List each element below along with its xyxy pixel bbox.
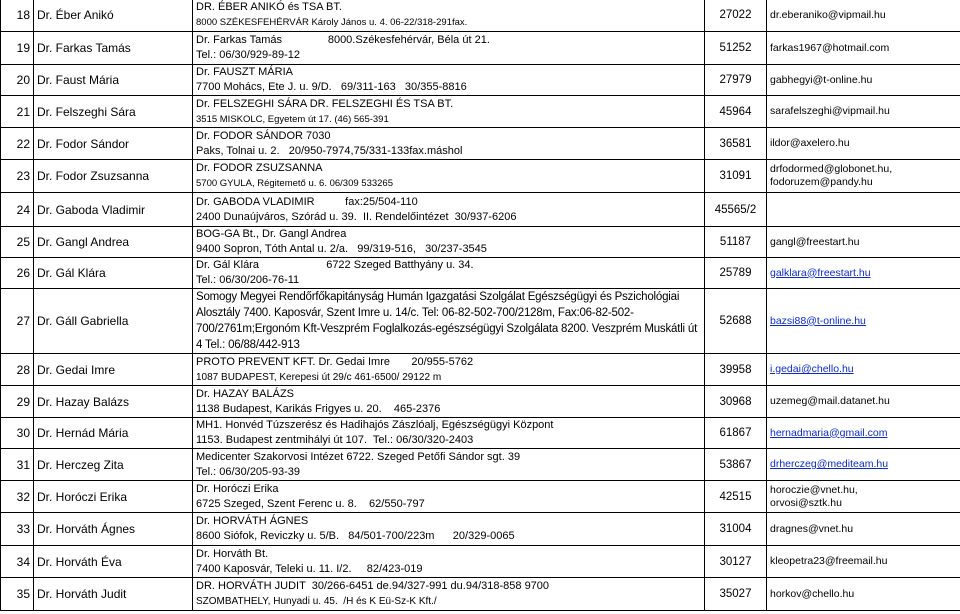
person-name: Dr. Éber Anikó bbox=[34, 0, 193, 32]
email-text: uzemeg@mail.datanet.hu bbox=[770, 395, 890, 407]
table-row bbox=[1, 32, 960, 65]
table-row bbox=[1, 96, 960, 128]
address-cell bbox=[193, 354, 705, 386]
person-name: Dr. Farkas Tamás bbox=[34, 32, 193, 65]
address-line: 9400 Sopron, Tóth Antal u. 2/a. 99/319-516, 30/237-3545 bbox=[196, 243, 487, 255]
email-link[interactable]: drherczeg@mediteam.hu bbox=[770, 458, 889, 470]
row-number: 29 bbox=[1, 386, 34, 418]
address-cell bbox=[193, 481, 705, 513]
table-row bbox=[1, 258, 960, 289]
email-link[interactable]: i.gedai@chello.hu bbox=[770, 363, 854, 375]
table-row bbox=[1, 65, 960, 96]
address-line: 1153. Budapest zentmihályi út 107. Tel.: 06/30/320-2403 bbox=[196, 434, 474, 446]
email-cell bbox=[767, 193, 960, 227]
email-cell bbox=[767, 354, 960, 386]
code-cell: 27979 bbox=[705, 65, 767, 96]
table-row bbox=[1, 546, 960, 578]
code-cell: 51187 bbox=[705, 227, 767, 258]
address-line: DR. ÉBER ANIKÓ és TSA BT. bbox=[196, 1, 342, 13]
email-text: drfodormed@globonet.hu, bbox=[770, 163, 893, 175]
address-line: Dr. Horóczi Erika bbox=[196, 482, 279, 495]
person-name: Dr. Gál Klára bbox=[34, 258, 193, 289]
address-line: DR. HORVÁTH JUDIT 30/266-6451 de.94/327-991 du.94/318-858 9700 bbox=[196, 580, 550, 592]
code-cell: 39958 bbox=[705, 354, 767, 386]
address-line: 1138 Budapest, Karikás Frigyes u. 20. 465-2376 bbox=[196, 402, 441, 415]
address-cell bbox=[193, 546, 705, 578]
address-line: SZOMBATHELY, Hunyadi u. 45. /H és K Eü-Sz-K Kft./ bbox=[196, 596, 437, 607]
row-number: 32 bbox=[1, 481, 34, 513]
code-cell: 30127 bbox=[705, 546, 767, 578]
table-row bbox=[1, 160, 960, 193]
code-cell: 53867 bbox=[705, 449, 767, 481]
row-number: 24 bbox=[1, 193, 34, 227]
row-number: 25 bbox=[1, 227, 34, 258]
address-cell bbox=[193, 418, 705, 449]
code-cell: 25789 bbox=[705, 258, 767, 289]
person-name: Dr. Hazay Balázs bbox=[34, 386, 193, 418]
address-cell bbox=[193, 65, 705, 96]
person-name: Dr. Horváth Ágnes bbox=[34, 513, 193, 546]
address-cell bbox=[193, 193, 705, 227]
address-line: Paks, Tolnai u. 2. 20/950-7974,75/331-133fax.máshol bbox=[196, 144, 463, 157]
email-text: kleopetra23@freemail.hu bbox=[770, 555, 888, 567]
row-number: 21 bbox=[1, 96, 34, 128]
code-cell: 31091 bbox=[705, 160, 767, 193]
person-name: Dr. Herczeg Zita bbox=[34, 449, 193, 481]
email-text: horkov@chello.hu bbox=[770, 587, 855, 600]
email-text: horoczie@vnet.hu, bbox=[770, 483, 858, 496]
address-cell bbox=[193, 578, 705, 611]
address-cell bbox=[193, 32, 705, 65]
row-number: 35 bbox=[1, 578, 34, 611]
postal-code: 7030 bbox=[306, 129, 331, 142]
address-line: 8000 SZÉKESFEHÉRVÁR Károly János u. 4. 06-22/318-291fax. bbox=[196, 17, 468, 28]
table-row bbox=[1, 289, 960, 354]
email-cell bbox=[767, 386, 960, 418]
email-cell bbox=[767, 578, 960, 611]
email-cell bbox=[767, 65, 960, 96]
row-number: 22 bbox=[1, 128, 34, 160]
address-cell bbox=[193, 386, 705, 418]
table-row bbox=[1, 128, 960, 160]
address-cell bbox=[193, 449, 705, 481]
code-cell: 30968 bbox=[705, 386, 767, 418]
person-name: Dr. Hernád Mária bbox=[34, 418, 193, 449]
table-row bbox=[1, 418, 960, 449]
address-cell bbox=[193, 160, 705, 193]
email-link[interactable]: hernadmaria@gmail.com bbox=[770, 426, 888, 439]
person-name: Dr. Gáll Gabriella bbox=[34, 289, 193, 354]
code-cell: 35027 bbox=[705, 578, 767, 611]
email-cell bbox=[767, 481, 960, 513]
person-name: Dr. Horóczi Erika bbox=[34, 481, 193, 513]
email-text: sarafelszeghi@vipmail.hu bbox=[770, 105, 890, 117]
code-cell: 31004 bbox=[705, 513, 767, 546]
row-number: 28 bbox=[1, 354, 34, 386]
code-cell: 61867 bbox=[705, 418, 767, 449]
email-cell bbox=[767, 546, 960, 578]
person-name: Dr. Fodor Zsuzsanna bbox=[34, 160, 193, 193]
address-line: Dr. HAZAY BALÁZS bbox=[196, 387, 295, 400]
address-cell bbox=[193, 289, 705, 354]
table-row bbox=[1, 513, 960, 546]
address-line: 2400 Dunaújváros, Szórád u. 39. II. Rendelőintézet 30/937-6206 bbox=[196, 210, 517, 223]
email-text: fodoruzem@pandy.hu bbox=[770, 176, 873, 188]
code-cell: 52688 bbox=[705, 289, 767, 354]
address-line: Dr. Gál Klára 6722 Szeged Batthyány u. 34. bbox=[196, 259, 474, 271]
table-row bbox=[1, 193, 960, 227]
email-text: orvosi@sztk.hu bbox=[770, 496, 842, 509]
address-line: 1087 BUDAPEST, Kerepesi út 29/c 461-6500/ 29122 m bbox=[196, 371, 442, 383]
table-row bbox=[1, 354, 960, 386]
address-line: Tel.: 06/30/929-89-12 bbox=[196, 49, 300, 61]
address-line: Somogy Megyei Rendőrfőkapitányság Humán Igazgatási Szolgálat Egészségügyi és Pszichológiai Alosztály 7400. Kaposvár, Szent Imre u. 14/c. Tel: 06-82-502-700/2128m, Fax:06-82-502-700/2761m;Ergonóm Kft-Veszprém Foglalkozás-egészségügyi Szolgálata 8200. Veszprém Muskátli út 4 Tel.: 06/88/442-913 bbox=[196, 291, 698, 351]
row-number: 33 bbox=[1, 513, 34, 546]
code-cell: 51252 bbox=[705, 32, 767, 65]
address-line: Dr. HORVÁTH ÁGNES bbox=[196, 515, 309, 527]
address-line: Dr. FODOR ZSUZSANNA bbox=[196, 162, 323, 174]
email-text: gabhegyi@t-online.hu bbox=[770, 73, 873, 86]
address-line: 3515 MISKOLC, Egyetem út 17. (46) 565-391 bbox=[196, 113, 389, 125]
email-cell bbox=[767, 449, 960, 481]
email-link[interactable]: galklara@freestart.hu bbox=[770, 266, 871, 279]
row-number: 31 bbox=[1, 449, 34, 481]
person-name: Dr. Gedai Imre bbox=[34, 354, 193, 386]
email-cell bbox=[767, 289, 960, 354]
table-row bbox=[1, 0, 960, 32]
address-line: Tel.: 06/30/206-76-11 bbox=[196, 274, 300, 286]
address-line: 8600 Siófok, Reviczky u. 5/B. 84/501-700/223m 20/329-0065 bbox=[196, 530, 515, 542]
address-line: Dr. FELSZEGHI SÁRA DR. FELSZEGHI ÉS TSA BT. bbox=[196, 97, 454, 110]
email-cell bbox=[767, 513, 960, 546]
address-line: 5700 GYULA, Régitemető u. 6. 06/309 533265 bbox=[196, 178, 393, 189]
row-number: 20 bbox=[1, 65, 34, 96]
email-cell bbox=[767, 96, 960, 128]
address-line: Medicenter Szakorvosi Intézet 6722. Szeged Petőfi Sándor sgt. 39 bbox=[196, 450, 521, 463]
address-cell bbox=[193, 96, 705, 128]
address-line: MH1. Honvéd Túzszerész és Hadihajós Zászlóalj, Egészségügyi Központ bbox=[196, 419, 554, 431]
email-cell bbox=[767, 258, 960, 289]
person-name: Dr. Horváth Éva bbox=[34, 546, 193, 578]
email-text: dr.eberaniko@vipmail.hu bbox=[770, 8, 886, 21]
email-text: dragnes@vnet.hu bbox=[770, 522, 854, 535]
address-cell bbox=[193, 128, 705, 160]
address-cell bbox=[193, 513, 705, 546]
row-number: 26 bbox=[1, 258, 34, 289]
email-text: farkas1967@hotmail.com bbox=[770, 41, 890, 54]
person-name: Dr. Faust Mária bbox=[34, 65, 193, 96]
email-cell bbox=[767, 418, 960, 449]
address-line: 7700 Mohács, Ete J. u. 9/D. 69/311-163 30/355-8816 bbox=[196, 81, 467, 93]
email-cell bbox=[767, 227, 960, 258]
row-number: 18 bbox=[1, 0, 34, 32]
person-name: Dr. Gangl Andrea bbox=[34, 227, 193, 258]
person-name: Dr. Gaboda Vladimir bbox=[34, 193, 193, 227]
table-row bbox=[1, 227, 960, 258]
person-name: Dr. Horváth Judit bbox=[34, 578, 193, 611]
table-row bbox=[1, 386, 960, 418]
person-name: Dr. Fodor Sándor bbox=[34, 128, 193, 160]
address-line: PROTO PREVENT KFT. Dr. Gedai Imre 20/955-5762 bbox=[196, 355, 474, 368]
code-cell: 27022 bbox=[705, 0, 767, 32]
code-cell: 36581 bbox=[705, 128, 767, 160]
email-cell bbox=[767, 0, 960, 32]
address-cell bbox=[193, 0, 705, 32]
address-line: 7400 Kaposvár, Teleki u. 11. I/2. 82/423-019 bbox=[196, 562, 423, 575]
row-number: 34 bbox=[1, 546, 34, 578]
address-line: Dr. Farkas Tamás 8000.Székesfehérvár, Béla út 21. bbox=[196, 34, 490, 46]
address-cell bbox=[193, 227, 705, 258]
row-number: 27 bbox=[1, 289, 34, 354]
address-line: 6725 Szeged, Szent Ferenc u. 8. 62/550-797 bbox=[196, 497, 425, 510]
table-body bbox=[1, 0, 960, 611]
email-text: ildor@axelero.hu bbox=[770, 137, 850, 149]
address-cell bbox=[193, 258, 705, 289]
address-line: BOG-GA Bt., Dr. Gangl Andrea bbox=[196, 228, 347, 240]
email-link[interactable]: bazsi88@t-online.hu bbox=[770, 314, 866, 327]
code-cell: 42515 bbox=[705, 481, 767, 513]
email-text: gangl@freestart.hu bbox=[770, 235, 860, 248]
address-line: Tel.: 06/30/205-93-39 bbox=[196, 465, 300, 478]
email-cell bbox=[767, 128, 960, 160]
code-cell: 45964 bbox=[705, 96, 767, 128]
table-row bbox=[1, 578, 960, 611]
person-name: Dr. Felszeghi Sára bbox=[34, 96, 193, 128]
table-row bbox=[1, 449, 960, 481]
row-number: 23 bbox=[1, 160, 34, 193]
row-number: 30 bbox=[1, 418, 34, 449]
table-row bbox=[1, 481, 960, 513]
row-number: 19 bbox=[1, 32, 34, 65]
email-cell bbox=[767, 32, 960, 65]
address-line: Dr. FODOR SÁNDOR bbox=[196, 129, 303, 142]
code-cell: 45565/2 bbox=[705, 193, 767, 227]
address-line: Dr. GABODA VLADIMIR fax:25/504-110 bbox=[196, 195, 418, 208]
address-line: Dr. Horváth Bt. bbox=[196, 547, 269, 560]
address-line: Dr. FAUSZT MÁRIA bbox=[196, 66, 293, 78]
email-cell bbox=[767, 160, 960, 193]
